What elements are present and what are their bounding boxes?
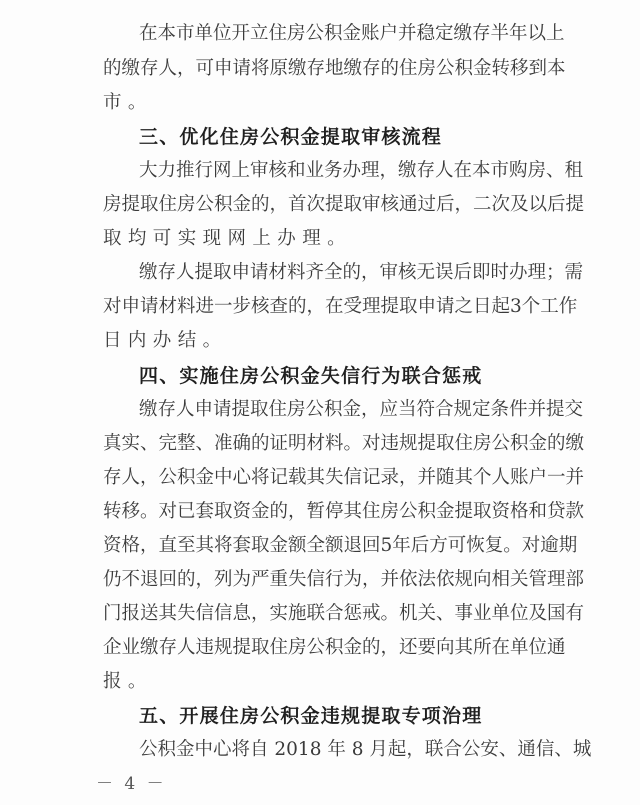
paragraph-line: 真实、完整、准确的证明材料。对违规提取住房公积金的缴 <box>103 433 585 454</box>
paragraph-line: 对申请材料进一步核查的，在受理提取申请之日起3个工作 <box>103 296 578 317</box>
paragraph-line: 市。 <box>103 92 153 113</box>
paragraph-line: 公积金中心将自 2018 年 8 月起，联合公安、通信、城 <box>139 739 592 760</box>
paragraph-line: 门报送其失信信息，实施联合惩戒。机关、事业单位及国有 <box>103 603 585 624</box>
paragraph-line: 缴存人申请提取住房公积金，应当符合规定条件并提交 <box>139 399 584 420</box>
section-heading-4: 四、实施住房公积金失信行为联合惩戒 <box>139 365 483 387</box>
paragraph-line: 缴存人提取申请材料齐全的，审核无误后即时办理；需 <box>139 262 584 283</box>
section-heading-3: 三、优化住房公积金提取审核流程 <box>139 126 443 148</box>
paragraph-line: 仍不退回的，列为严重失信行为，并依法依规向相关管理部 <box>103 569 585 590</box>
paragraph-line: 的缴存人，可申请将原缴存地缴存的住房公积金转移到本 <box>103 58 566 79</box>
paragraph-line: 企业缴存人违规提取住房公积金的，还要向其所在单位通 <box>103 637 566 658</box>
paragraph-line: 资格，直至其将套取金额全额退回5年后方可恢复。对逾期 <box>103 535 578 556</box>
paragraph-line: 转移。对已套取资金的，暂停其住房公积金提取资格和贷款 <box>103 501 585 522</box>
paragraph-line: 报。 <box>103 671 153 692</box>
paragraph-line: 取均可实现网上办理。 <box>103 228 353 249</box>
section-heading-5: 五、开展住房公积金违规提取专项治理 <box>139 705 483 727</box>
page-number: － 4 － <box>96 774 167 794</box>
paragraph-line: 日内办结。 <box>103 330 228 351</box>
paragraph-line: 大力推行网上审核和业务办理，缴存人在本市购房、租 <box>139 160 584 181</box>
paragraph-line: 在本市单位开立住房公积金账户并稳定缴存半年以上 <box>139 23 565 44</box>
paragraph-line: 房提取住房公积金的，首次提取审核通过后，二次及以后提 <box>103 194 585 215</box>
paragraph-line: 存人，公积金中心将记载其失信记录，并随其个人账户一并 <box>103 467 585 488</box>
